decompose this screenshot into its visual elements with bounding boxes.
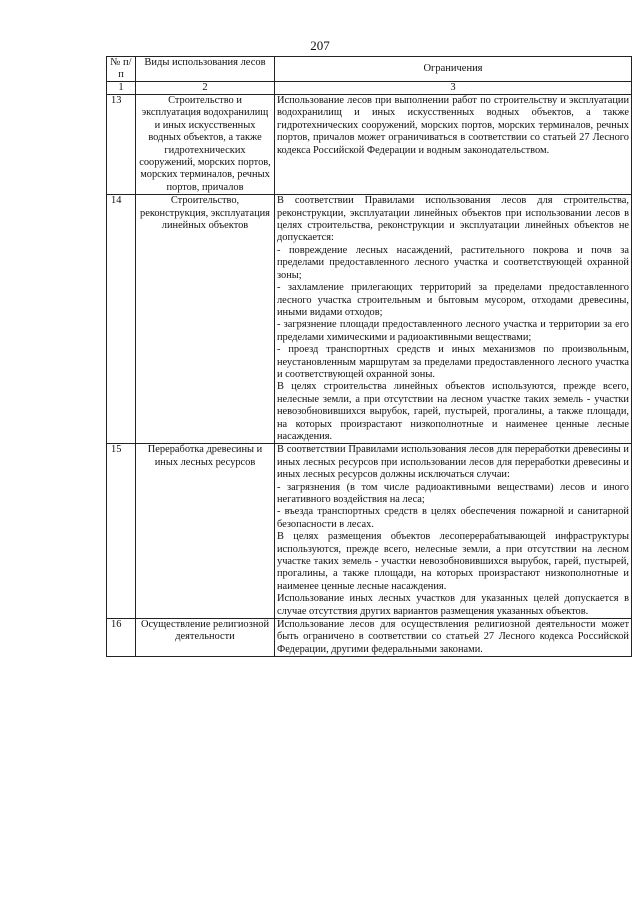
restriction-paragraph: - загрязнения (в том числе радиоактивными веществами) лесов и иного негативного воздействия на леса; bbox=[277, 481, 629, 505]
restriction-paragraph: - повреждение лесных насаждений, растительного покрова и почв за пределами предоставленного лесного участка и соответствующей охранной зоны; bbox=[277, 244, 629, 281]
table-row bbox=[107, 95, 632, 195]
column-header-number: № п/п bbox=[107, 57, 136, 82]
restriction-paragraph: - захламление прилегающих территорий за пределами предоставленного лесного участка строительным и бытовым мусором, отходами древесины, иными видами отходов; bbox=[277, 282, 629, 318]
restriction-paragraph: Использование лесов при выполнении работ по строительству и эксплуатации водохранилищ и иных искусственных водных объектов, а также гидротехнических сооружений, морских портов, морских терминалов, речных портов, причалов может ограничиваться в соответствии со статьей 27 Лесного кодекса Российской Федерации и водным законодательством. bbox=[277, 95, 629, 156]
restriction-paragraph: В целях строительства линейных объектов используются, прежде всего, нелесные земли, а при отсутствии на лесном участке таких земель - участки невозобновившихся вырубок, гарей, пустырей, прогалины, а также площади, на которых произрастают низкополнотные и наименее ценные лесные насаждения. bbox=[277, 381, 629, 442]
row-forest-use-type: Переработка древесины и иных лесных ресурсов bbox=[136, 444, 275, 619]
row-restrictions bbox=[275, 444, 632, 619]
row-number: 15 bbox=[107, 444, 136, 619]
restriction-paragraph: В соответствии Правилами использования лесов для переработки древесины и иных лесных ресурсов при использовании лесов для переработки древесины и иных лесных ресурсов должны исключаться случаи: bbox=[277, 444, 629, 481]
table-row bbox=[107, 195, 632, 444]
restriction-paragraph: Использование иных лесных участков для указанных целей допускается в случае отсутствия других вариантов размещения указанных объектов. bbox=[277, 593, 629, 617]
column-index-row bbox=[107, 82, 632, 95]
column-header-restrictions: Ограничения bbox=[275, 57, 632, 82]
row-restrictions bbox=[275, 95, 632, 195]
restriction-paragraph: - проезд транспортных средств и иных механизмов по произвольным, неустановленным маршрутам за пределами предоставленного лесного участка и соответствующей охранной зоны. bbox=[277, 344, 629, 380]
page-number: 207 bbox=[310, 38, 330, 53]
restriction-paragraph: Использование лесов для осуществления религиозной деятельности может быть ограничено в соответствии со статьей 27 Лесного кодекса Российской Федерации, другими федеральными законами. bbox=[277, 619, 629, 655]
row-restrictions bbox=[275, 619, 632, 657]
table-row bbox=[107, 444, 632, 619]
restriction-paragraph: - загрязнение площади предоставленного лесного участка и территории за его пределами химическими и радиоактивными веществами; bbox=[277, 319, 629, 343]
row-forest-use-type: Осуществление религиозной деятельности bbox=[136, 619, 275, 657]
restriction-paragraph: В целях размещения объектов лесоперерабатывающей инфраструктуры используются, прежде всего, нелесные земли, а при отсутствии на лесном участке таких земель - участки невозобновившихся вырубок, гарей, пустырей, прогалины, а также площади, на которых произрастают низкополнотные и наименее ценные лесные насаждения. bbox=[277, 531, 629, 592]
row-number: 13 bbox=[107, 95, 136, 195]
row-forest-use-type: Строительство и эксплуатация водохранилищ и иных искусственных водных объектов, а также гидротехнических сооружений, морских портов, морских терминалов, речных портов, причалов bbox=[136, 95, 275, 195]
row-number: 16 bbox=[107, 619, 136, 657]
restriction-paragraph: - въезда транспортных средств в целях обеспечения пожарной и санитарной безопасности в лесах. bbox=[277, 506, 629, 530]
column-index-2: 2 bbox=[136, 82, 275, 95]
row-forest-use-type: Строительство, реконструкция, эксплуатация линейных объектов bbox=[136, 195, 275, 444]
column-index-3: 3 bbox=[275, 82, 632, 95]
table-row bbox=[107, 619, 632, 657]
table-header-row bbox=[107, 57, 632, 82]
row-restrictions bbox=[275, 195, 632, 444]
column-header-forest-use-type: Виды использования лесов bbox=[136, 57, 275, 82]
restrictions-table bbox=[106, 56, 632, 657]
table-body bbox=[107, 95, 632, 657]
column-index-1: 1 bbox=[107, 82, 136, 95]
row-number: 14 bbox=[107, 195, 136, 444]
restriction-paragraph: В соответствии Правилами использования лесов для строительства, реконструкции, эксплуатации линейных объектов при использовании лесов в целях строительства, реконструкции и эксплуатации линейных объектов не допускается: bbox=[277, 195, 629, 244]
